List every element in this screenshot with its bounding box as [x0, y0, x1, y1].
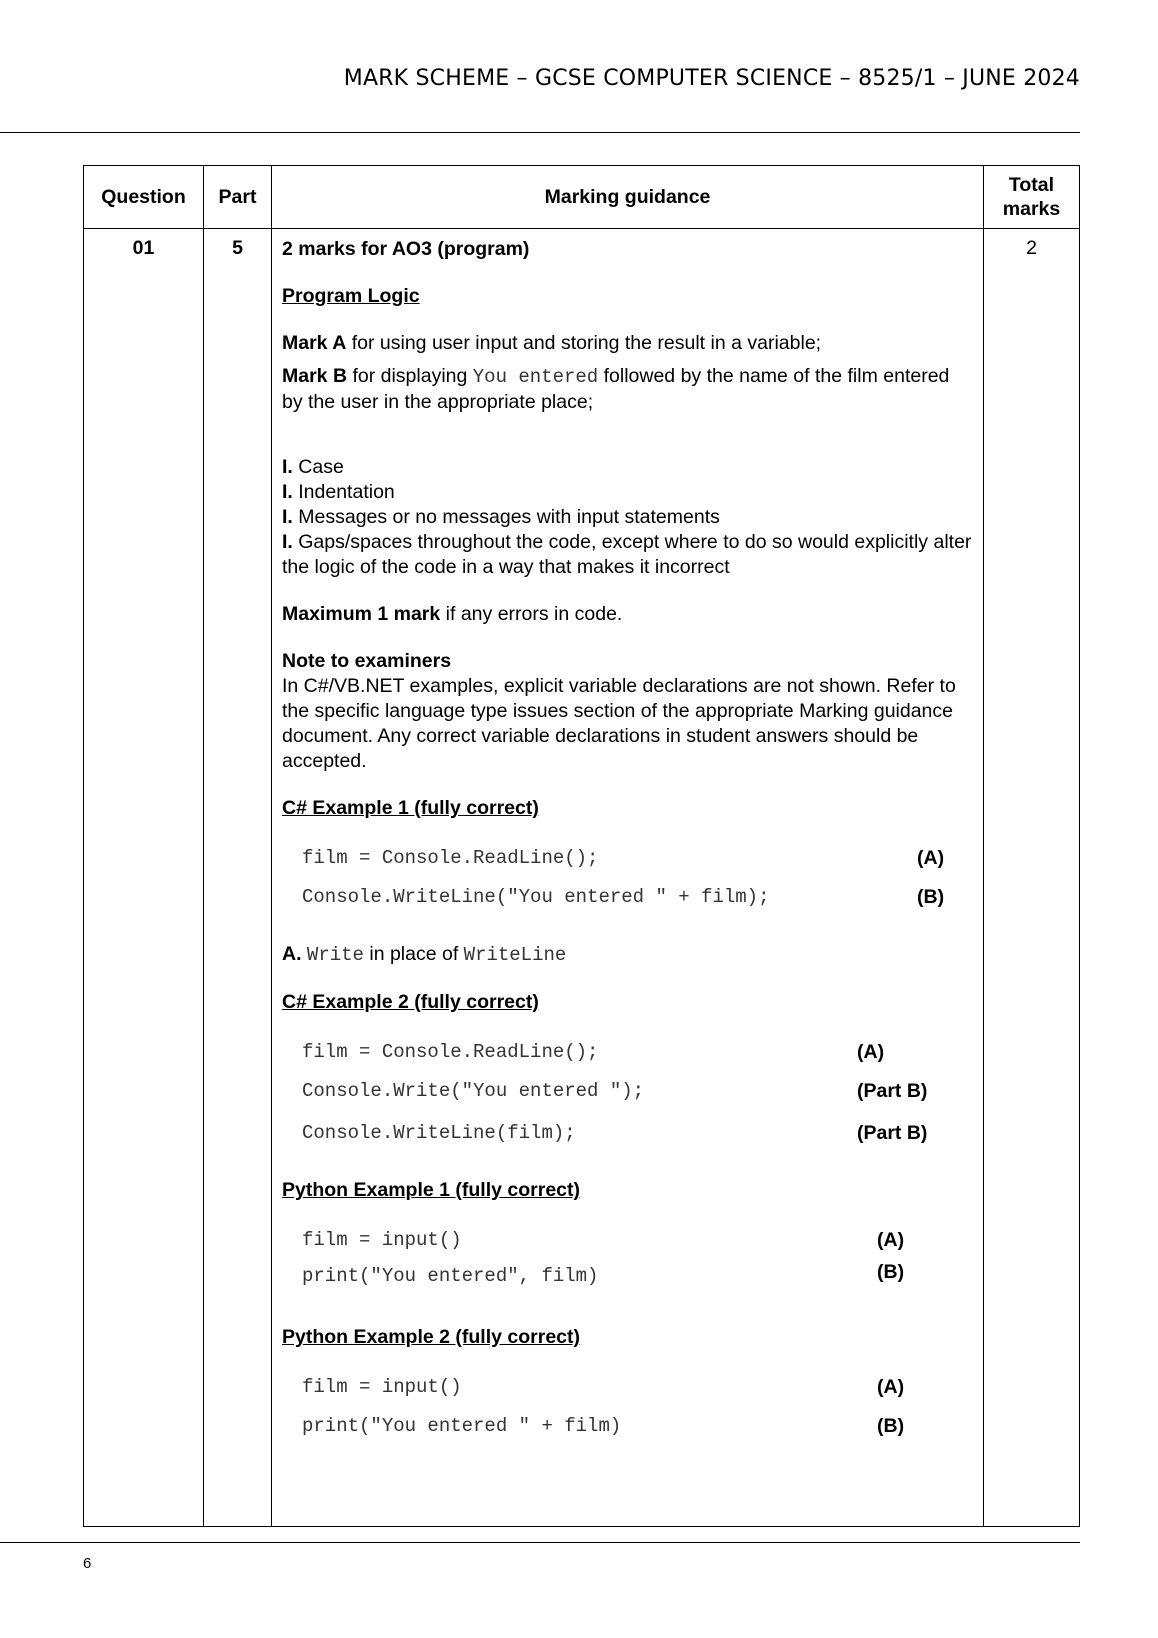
- header-part: Part: [204, 166, 272, 229]
- code-example: [282, 1040, 973, 1160]
- note-title: Note to examiners: [282, 650, 452, 672]
- mark-b-text: Mark B for displaying You entered followed by the name of the film entered by the user in the appropriate place;: [282, 365, 950, 413]
- ignore-item: I. Gaps/spaces throughout the code, except where to do so would explicitly alter the logic of the code in a way that makes it incorrect: [282, 531, 972, 578]
- code-example: [282, 846, 973, 924]
- total-marks: 2: [984, 229, 1080, 1527]
- header-title: MARK SCHEME – GCSE COMPUTER SCIENCE – 8525/1 – JUNE 2024: [343, 66, 1080, 91]
- example-title: C# Example 1 (fully correct): [282, 797, 539, 819]
- note-text: In C#/VB.NET examples, explicit variable declarations are not shown. Refer to the specific language type issues section of the appropriate Marking guidance document. Any correct variable declarations in student answers should be accepted.: [282, 675, 956, 772]
- ignore-item: I. Indentation: [282, 481, 395, 503]
- table-row: [84, 229, 1080, 1527]
- part-number: 5: [204, 229, 272, 1527]
- table-header-row: [84, 166, 1080, 229]
- header-total-marks: [984, 166, 1080, 229]
- header-guidance: Marking guidance: [272, 166, 984, 229]
- code-line: Console.Write("You entered ");: [302, 1080, 645, 1102]
- marking-guidance-cell: [272, 229, 984, 1527]
- code-line: Console.WriteLine(film);: [302, 1122, 576, 1144]
- footer-divider: [0, 1542, 1080, 1543]
- mark-tag: (A): [877, 1229, 905, 1251]
- maximum-mark-text: Maximum 1 mark if any errors in code.: [282, 603, 623, 625]
- header-total-line1: Total: [1008, 174, 1055, 196]
- program-logic-heading: Program Logic: [282, 285, 420, 307]
- example-title: C# Example 2 (fully correct): [282, 991, 539, 1013]
- example-title: Python Example 1 (fully correct): [282, 1179, 580, 1201]
- code-line: print("You entered " + film): [302, 1415, 622, 1437]
- mark-tag: (A): [877, 1376, 905, 1398]
- header-question: Question: [84, 166, 204, 229]
- question-number: 01: [84, 229, 204, 1527]
- mark-tag: (B): [917, 886, 945, 908]
- code-line: film = input(): [302, 1376, 462, 1398]
- code-line: print("You entered", film): [302, 1265, 599, 1287]
- mark-scheme-table: [83, 165, 1080, 1527]
- accept-text: A. Write in place of WriteLine: [282, 943, 567, 966]
- code-line: Console.WriteLine("You entered " + film);: [302, 886, 770, 908]
- page-number: 6: [83, 1555, 92, 1572]
- page-header: [0, 0, 1080, 133]
- code-example: [282, 1375, 973, 1453]
- code-line: film = input(): [302, 1229, 462, 1251]
- ignore-list: [282, 455, 973, 580]
- code-line: film = Console.ReadLine();: [302, 1041, 599, 1063]
- mark-a-text: Mark A for using user input and storing the result in a variable;: [282, 332, 822, 354]
- mark-tag: (A): [857, 1041, 885, 1063]
- mark-tag: (B): [877, 1415, 905, 1437]
- mark-tag: (A): [917, 847, 945, 869]
- code-example: [282, 1228, 973, 1303]
- header-total-line2: marks: [1002, 198, 1061, 220]
- code-line: film = Console.ReadLine();: [302, 847, 599, 869]
- ignore-item: I. Messages or no messages with input statements: [282, 506, 720, 528]
- mark-tag: (Part B): [857, 1122, 928, 1144]
- mark-tag: (Part B): [857, 1080, 928, 1102]
- mark-tag: (B): [877, 1261, 905, 1283]
- example-title: Python Example 2 (fully correct): [282, 1326, 580, 1348]
- guidance-heading: 2 marks for AO3 (program): [282, 238, 530, 260]
- ignore-item: I. Case: [282, 456, 344, 478]
